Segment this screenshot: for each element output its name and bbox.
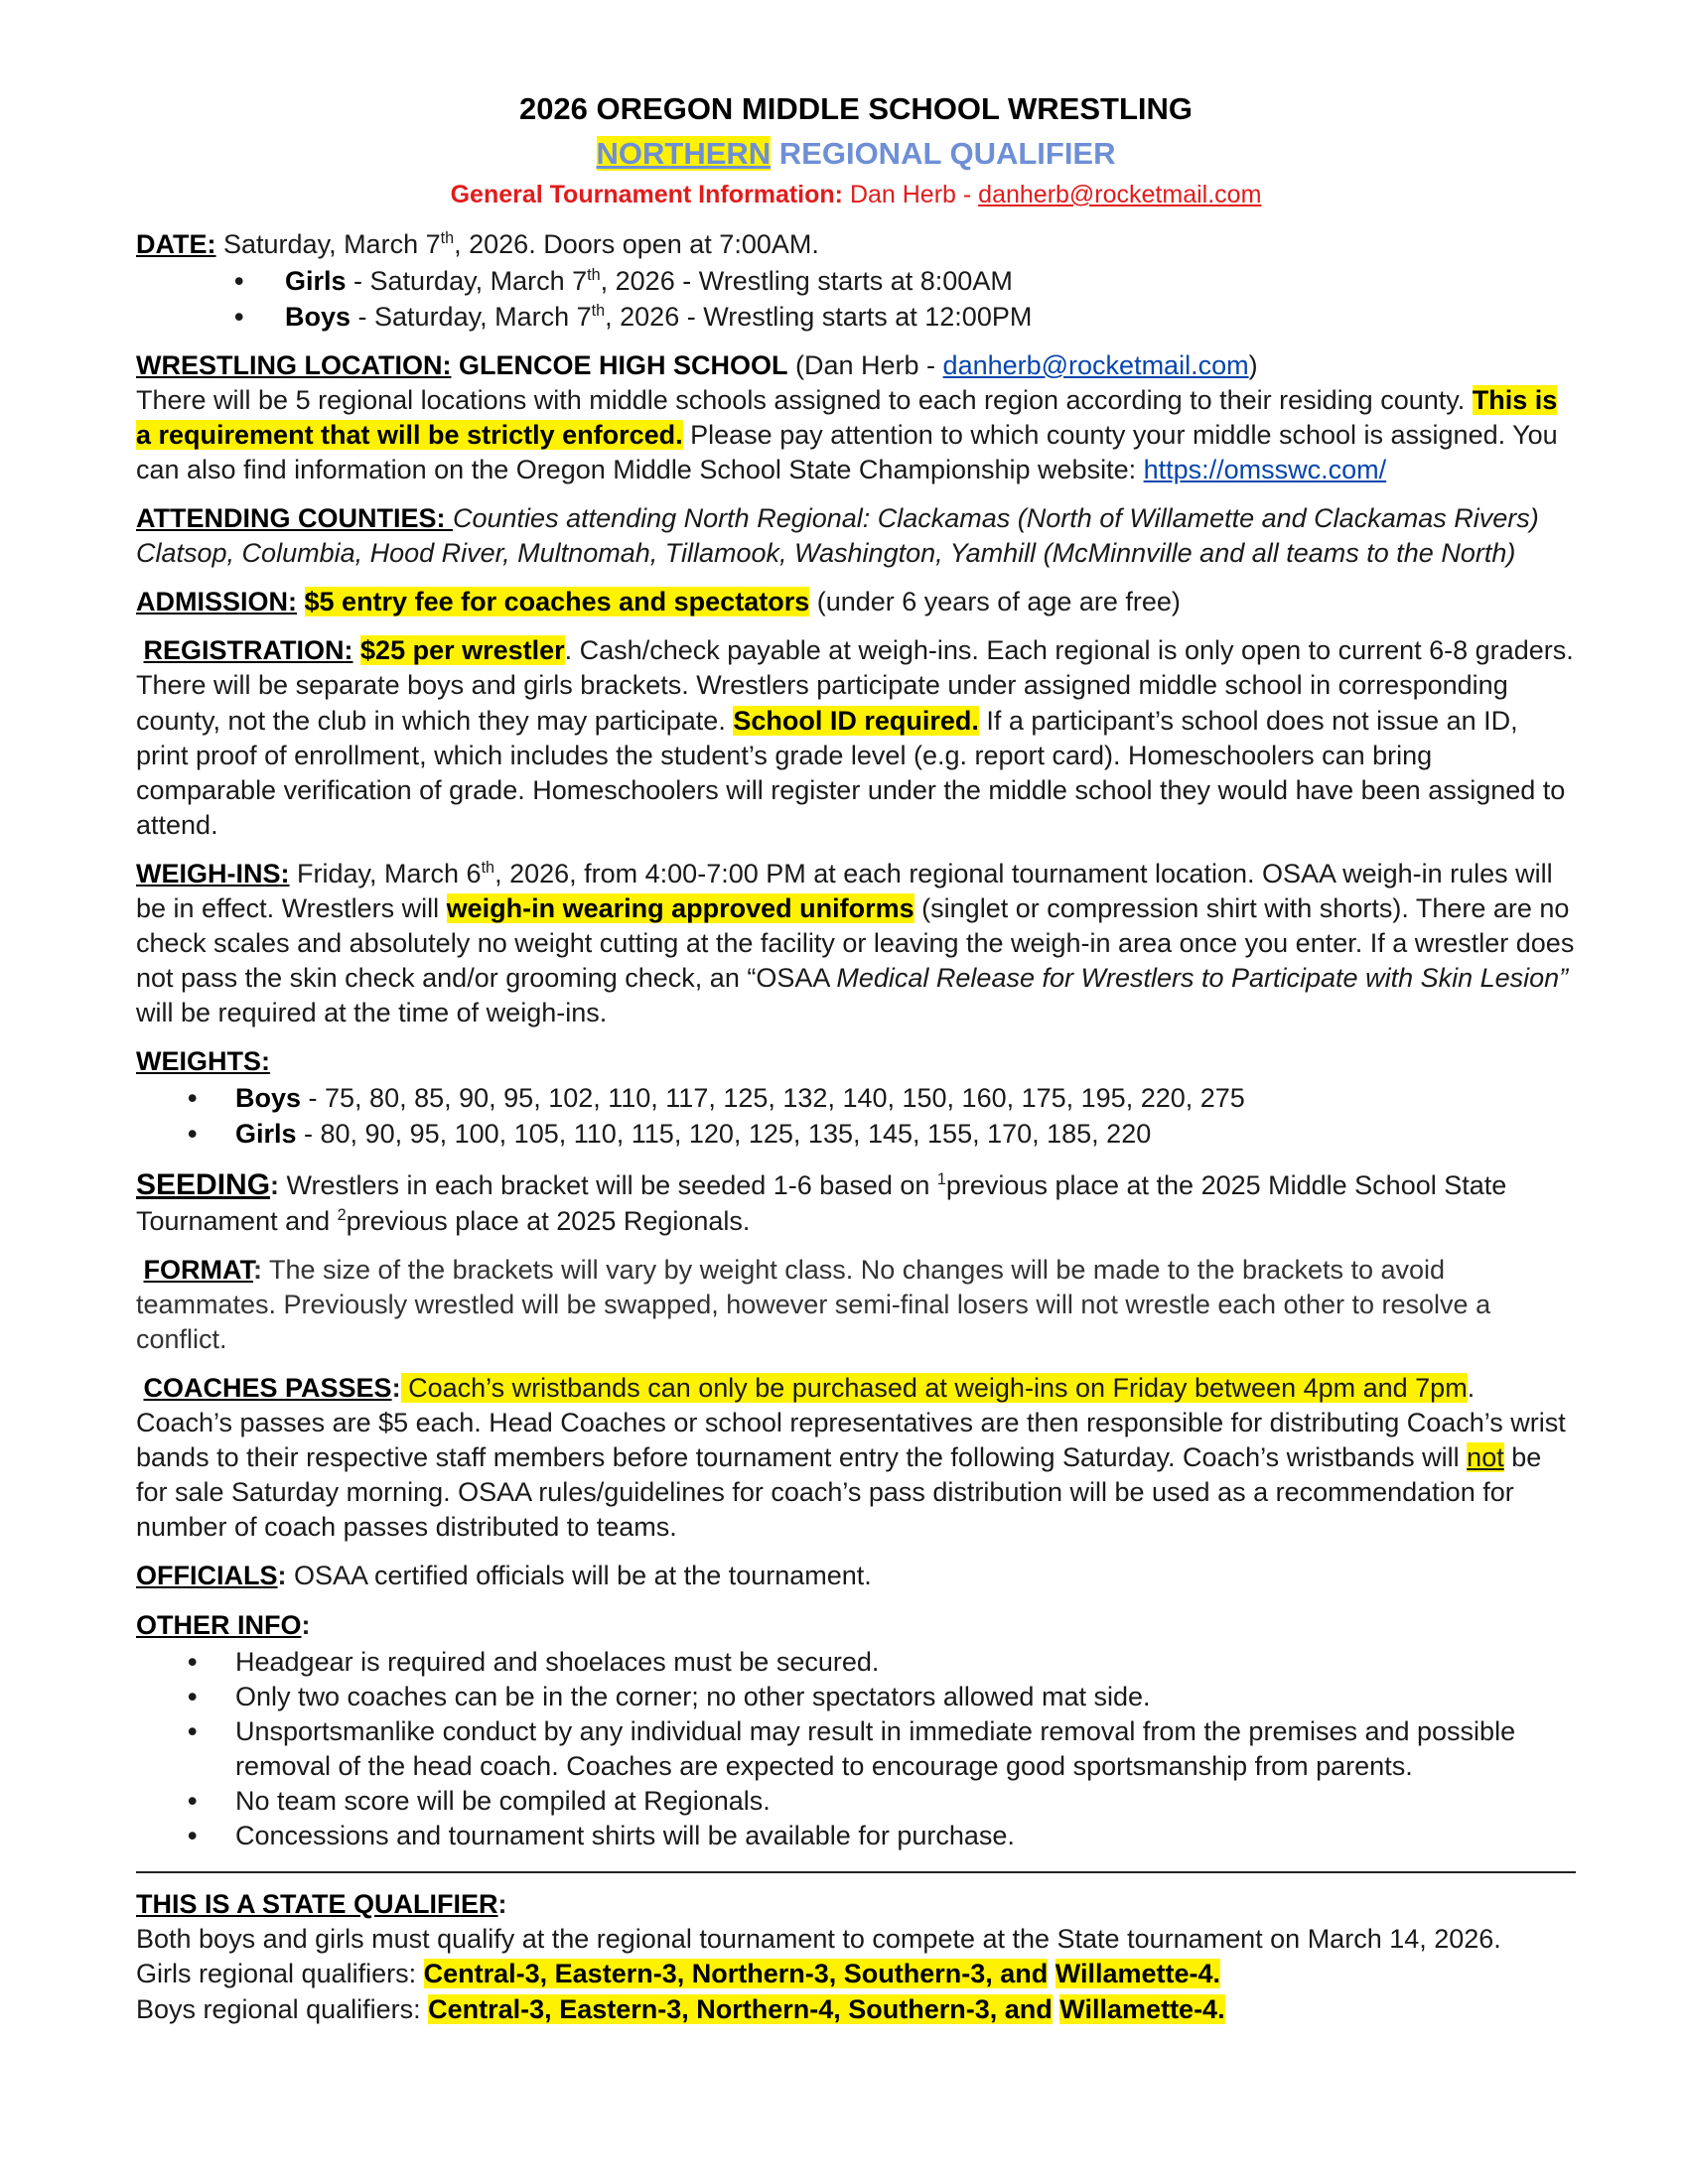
qualifier-line: Both boys and girls must qualify at the regional tournament to compete at the State tournament on March 14, 2026. [136,1924,1501,1955]
coaches-colon: : [391,1373,401,1403]
website-link[interactable]: https://omsswc.com/ [1143,454,1387,484]
list-item [136,1117,1576,1152]
date-label: DATE: [136,229,216,260]
date-item-text-end: , 2026 - Wrestling starts at 12:00PM [605,301,1033,332]
girls-qualifiers-highlight-2: Willamette-4. [1055,1959,1221,1989]
weighins-sup: th [481,858,495,877]
boys-qualifiers-highlight: Central-3, Eastern-3, Northern-4, Southern-3, and [428,1993,1053,2024]
qualifier-heading [136,1887,1576,1922]
registration-section [136,633,1576,843]
counties-section [136,501,1576,571]
weights-label: WEIGHTS: [136,1046,270,1077]
girls-qualifiers-label: Girls regional qualifiers: [136,1959,424,1989]
location-email-link[interactable]: danherb@rocketmail.com [942,349,1249,380]
list-item: • Headgear is required and shoelaces must be secured. [136,1645,1576,1680]
document-page [136,87,1576,2027]
girls-qualifiers-line [136,1957,1576,1991]
school-id-highlight: School ID required. [733,705,979,736]
boys-qualifiers-line [136,1992,1576,2027]
registration-text: . Cash/check payable at weigh-ins. Each regional is only open to current 6-8 graders. There will be separate boys and girls brackets. Wrestlers participate under assigned middle school in corresponding county, not the club in which they may participate. [136,635,1574,736]
coaches-section [136,1371,1576,1545]
weighins-text: Friday, March 6 [289,858,482,888]
weights-boys-label: Boys [235,1083,302,1114]
date-section [136,227,1576,334]
admission-section [136,585,1576,619]
list-item [136,264,1576,299]
list-item: • Concessions and tournament shirts will be available for purchase. [136,1819,1576,1853]
location-body [136,383,1576,487]
format-label: FORMAT [143,1254,253,1285]
other-info-section [136,1608,1576,1854]
counties-text: Counties attending North Regional: Clackamas (North of Willamette and Clackamas Rivers) Clatsop, Columbia, Hood River, Multnomah, Tillamook, Washington, Yamhill (McMinnville and all teams to the North) [136,503,1539,569]
date-text: Saturday, March 7 [215,229,441,260]
location-section [136,348,1576,487]
weighins-section [136,857,1576,1030]
qualifier-section [136,1887,1576,2026]
officials-text: OSAA certified officials will be at the tournament. [286,1561,872,1591]
coaches-text: . Coach’s passes are $5 each. Head Coaches or school representatives are then responsible for distributing Coach’s wrist bands to their respective staff members before tournament entry the following Saturday. Coach’s wristbands will [136,1373,1566,1473]
admission-text: (under 6 years of age are free) [809,587,1181,617]
wristband-highlight: Coach’s wristbands can only be purchased at weigh-ins on Friday between 4pm and 7pm [400,1373,1468,1403]
list-item: • Only two coaches can be in the corner; no other spectators allowed mat side. [136,1680,1576,1714]
document-subtitle [136,132,1576,177]
coaches-paragraph [136,1371,1576,1545]
other-info-list [136,1645,1576,1854]
admission-fee-highlight: $5 entry fee for coaches and spectators [304,587,810,617]
medical-release-title: Medical Release for Wrestlers to Participate with Skin Lesion” [836,963,1569,994]
date-item-text: - Saturday, March 7 [351,301,592,332]
counties-label: ATTENDING COUNTIES: [136,503,453,534]
weights-girls-values: - 80, 90, 95, 100, 105, 110, 115, 120, 125, 135, 145, 155, 170, 185, 220 [296,1118,1152,1149]
seeding-label: SEEDING [136,1167,271,1201]
other-info-heading [136,1608,1576,1643]
list-item [136,300,1576,335]
seeding-sup-2: 2 [337,1205,347,1224]
location-body-text: There will be 5 regional locations with middle schools assigned to each region according to their residing county. [136,384,1473,415]
format-section [136,1253,1576,1357]
horizontal-divider [136,1871,1576,1873]
format-colon: : [253,1254,262,1285]
weighins-text-2: , 2026, from 4:00-7:00 PM at each regional tournament location. OSAA weigh-in rules will be in effect. Wrestlers will [136,858,1553,923]
weighins-paragraph [136,857,1576,1030]
location-requirement-highlight: This is a requirement that will be strictly enforced. [136,384,1558,450]
qualifier-label: THIS IS A STATE QUALIFIER [136,1889,498,1920]
uniform-highlight: weigh-in wearing approved uniforms [446,892,914,923]
admission-paragraph [136,585,1576,619]
format-paragraph [136,1253,1576,1357]
seeding-text-2: previous place at the 2025 Middle School State Tournament and [136,1169,1507,1236]
date-list [136,264,1576,334]
format-text: The size of the brackets will vary by weight class. No changes will be made to the brackets to avoid teammates. Previously wrestled will be swapped, however semi-final losers will not wrestle each other to resolve a conflict. [136,1254,1491,1354]
seeding-colon: : [270,1169,280,1200]
location-heading [136,348,1576,383]
registration-text-2: If a participant’s school does not issue an ID, print proof of enrollment, which includes the student’s grade level (e.g. report card). Homeschoolers can bring comparable verification of grade. Homeschoolers will register under the middle school they would have been assigned to attend. [136,705,1566,840]
weights-heading [136,1044,1576,1079]
officials-section [136,1559,1576,1593]
list-item: • Unsportsmanlike conduct by any individual may result in immediate removal from the premises and possible removal of the head coach. Coaches are expected to encourage good sportsmanship from parents. [136,1714,1576,1784]
subtitle-rest: REGIONAL QUALIFIER [771,135,1116,171]
document-title: 2026 OREGON MIDDLE SCHOOL WRESTLING [518,91,1194,126]
girls-qualifiers-highlight: Central-3, Eastern-3, Northern-3, Southern-3, and [423,1959,1049,1989]
seeding-text: Wrestlers in each bracket will be seeded 1-6 based on [279,1169,937,1200]
document-header [136,87,1576,213]
officials-paragraph [136,1559,1576,1593]
counties-paragraph [136,501,1576,571]
admission-label: ADMISSION: [136,587,297,617]
coaches-label: COACHES PASSES [143,1373,392,1403]
coaches-text-2: be for sale Saturday morning. OSAA rules/guidelines for coach’s pass distribution will be used as a recommendation for number of coach passes distributed to teams. [136,1442,1542,1543]
weighins-text-3: (singlet or compression shirt with shorts). There are no check scales and absolutely no weight cutting at the facility or leaving the weigh-in area once you enter. If a wrestler does not pass the skin check and/or grooming check, an “OSAA [136,892,1575,994]
list-item [136,1081,1576,1116]
date-item-sup: th [587,266,601,285]
date-sup: th [440,229,455,248]
location-label: WRESTLING LOCATION: [136,349,452,380]
weighins-label: WEIGH-INS: [136,858,290,888]
weights-boys-values: - 75, 80, 85, 90, 95, 102, 110, 117, 125, 132, 140, 150, 160, 175, 195, 220, 275 [301,1083,1245,1114]
general-info-email-link[interactable]: danherb@rocketmail.com [978,180,1262,208]
location-contact-end: ) [1248,349,1258,380]
date-item-sup: th [591,301,606,320]
weighins-text-4: will be required at the time of weigh-ins. [136,998,608,1028]
registration-paragraph [136,633,1576,843]
weights-list [136,1081,1576,1151]
other-info-label: OTHER INFO [136,1609,302,1640]
location-body-text-2: Please pay attention to which county your middle school is assigned. You can also find information on the Oregon Middle School State Championship website: [136,419,1558,484]
weights-girls-label: Girls [235,1118,297,1149]
list-item: • No team score will be compiled at Regionals. [136,1784,1576,1819]
general-info-line [136,177,1576,214]
subtitle-region: NORTHERN [596,135,772,171]
boys-qualifiers-label: Boys regional qualifiers: [136,1993,429,2024]
date-item-text-end: , 2026 - Wrestling starts at 8:00AM [600,266,1013,297]
date-item-label: Girls [285,266,347,297]
other-info-colon: : [301,1609,311,1640]
date-item-label: Boys [285,301,352,332]
general-info-contact: Dan Herb - [843,180,979,208]
registration-label: REGISTRATION: [143,635,353,666]
officials-label: OFFICIALS [136,1561,278,1591]
boys-qualifiers-highlight-2: Willamette-4. [1059,1993,1225,2024]
general-info-label: General Tournament Information: [450,180,843,208]
seeding-sup-1: 1 [936,1169,946,1188]
location-contact: (Dan Herb - [787,349,943,380]
officials-colon: : [277,1561,287,1591]
weights-section [136,1044,1576,1151]
seeding-section [136,1165,1576,1239]
date-line [136,227,1576,262]
not-highlight: not [1467,1442,1504,1473]
registration-fee-highlight: $25 per wrestler [360,635,565,666]
date-item-text: - Saturday, March 7 [346,266,588,297]
seeding-text-3: previous place at 2025 Regionals. [346,1205,751,1236]
seeding-paragraph [136,1165,1576,1239]
location-school: GLENCOE HIGH SCHOOL [451,349,788,380]
date-text-end: , 2026. Doors open at 7:00AM. [454,229,819,260]
qualifier-colon: : [497,1889,507,1920]
